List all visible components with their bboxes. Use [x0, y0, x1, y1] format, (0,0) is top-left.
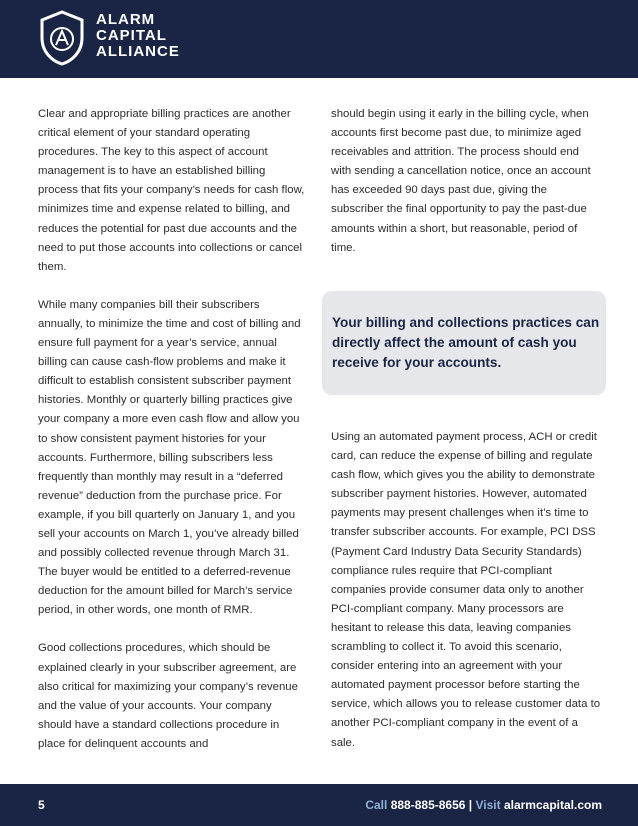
footer-contact: [365, 798, 602, 812]
paragraph-automated-payments: Using an automated payment process, ACH or credit card, can reduce the expense of billing and regulate cash flow, which gives you the ability to demonstrate subscriber payment histories. However, automated payments may present challenges when it’s time to transfer subscriber accounts. For example, PCI DSS (Payment Card Industry Data Security Standards) compliance rules require that PCI-compliant companies provide consumer data only to another PCI-compliant company. Many processors are hesitant to release this data, leaving companies scrambling to collect it. To avoid this scenario, consider entering into an agreement with your automated payment processor before starting the service, which allows you to release customer data to another PCI-compliant company in the event of a sale.: [331, 431, 601, 749]
paragraph-billing-intro: Clear and appropriate billing practices are another critical element of your standard operating procedures. The key to this aspect of account management is to have an established billing process that fits your company’s needs for cash flow, minimizes time and expense related to billing, and reduces the potential for past due accounts and the need to put those accounts into collections or cancel them.: [38, 108, 305, 273]
page-number: 5: [38, 798, 45, 812]
visit-label: Visit: [475, 798, 501, 812]
left-column: [38, 105, 306, 754]
call-label: Call: [365, 798, 388, 812]
right-column: [331, 105, 601, 258]
shield-a-icon: [38, 10, 86, 66]
callout-box: [322, 291, 606, 395]
page-header: [0, 0, 638, 78]
paragraph-billing-frequency: While many companies bill their subscribers annually, to minimize the time and cost of billing and ensure full payment for a year’s service, annual billing can cause cash-flow problems and make it difficult to establish consistent subscriber payment histories. Monthly or quarterly billing practices give your company a more even cash flow and allow you to show consistent payment histories for your accounts. Furthermore, billing subscribers less frequently than monthly may result in a “deferred revenue” deduction from the purchase price. For example, if you bill quarterly on January 1, and you sell your accounts on March 1, you’ve already billed and possibly collected revenue through March 31. The buyer would be entitled to a deferred-revenue deduction for the amount billed for March’s service period, in other words, one month of RMR.: [38, 298, 301, 617]
footer-separator: |: [468, 798, 473, 812]
paragraph-collections-continued: should begin using it early in the billing cycle, when accounts first become past due, to minimize aged receivables and attrition. The process should end with sending a cancellation notice, once an account has exceeded 90 days past due, giving the subscriber the final opportunity to pay the past-due amounts within a short, but reasonable, period of time.: [331, 108, 591, 254]
brand-line-1: ALARM: [96, 11, 156, 28]
phone-number[interactable]: 888-885-8656: [390, 798, 466, 812]
callout-text: Your billing and collections practices can directly affect the amount of cash you receive for your accounts.: [332, 315, 600, 370]
paragraph-collections: Good collections procedures, which should be explained clearly in your subscriber agreement, are also critical for maximizing your company’s revenue and the value of your accounts. Your company should have a standard collections procedure in place for delinquent accounts and: [38, 642, 298, 750]
brand-wordmark: [96, 12, 180, 60]
right-column-lower: [331, 428, 603, 753]
brand-line-3: ALLIANCE: [96, 43, 180, 60]
brand-line-2: CAPITAL: [96, 27, 167, 44]
page-footer: [0, 784, 638, 826]
website-link[interactable]: alarmcapital.com: [503, 798, 602, 812]
